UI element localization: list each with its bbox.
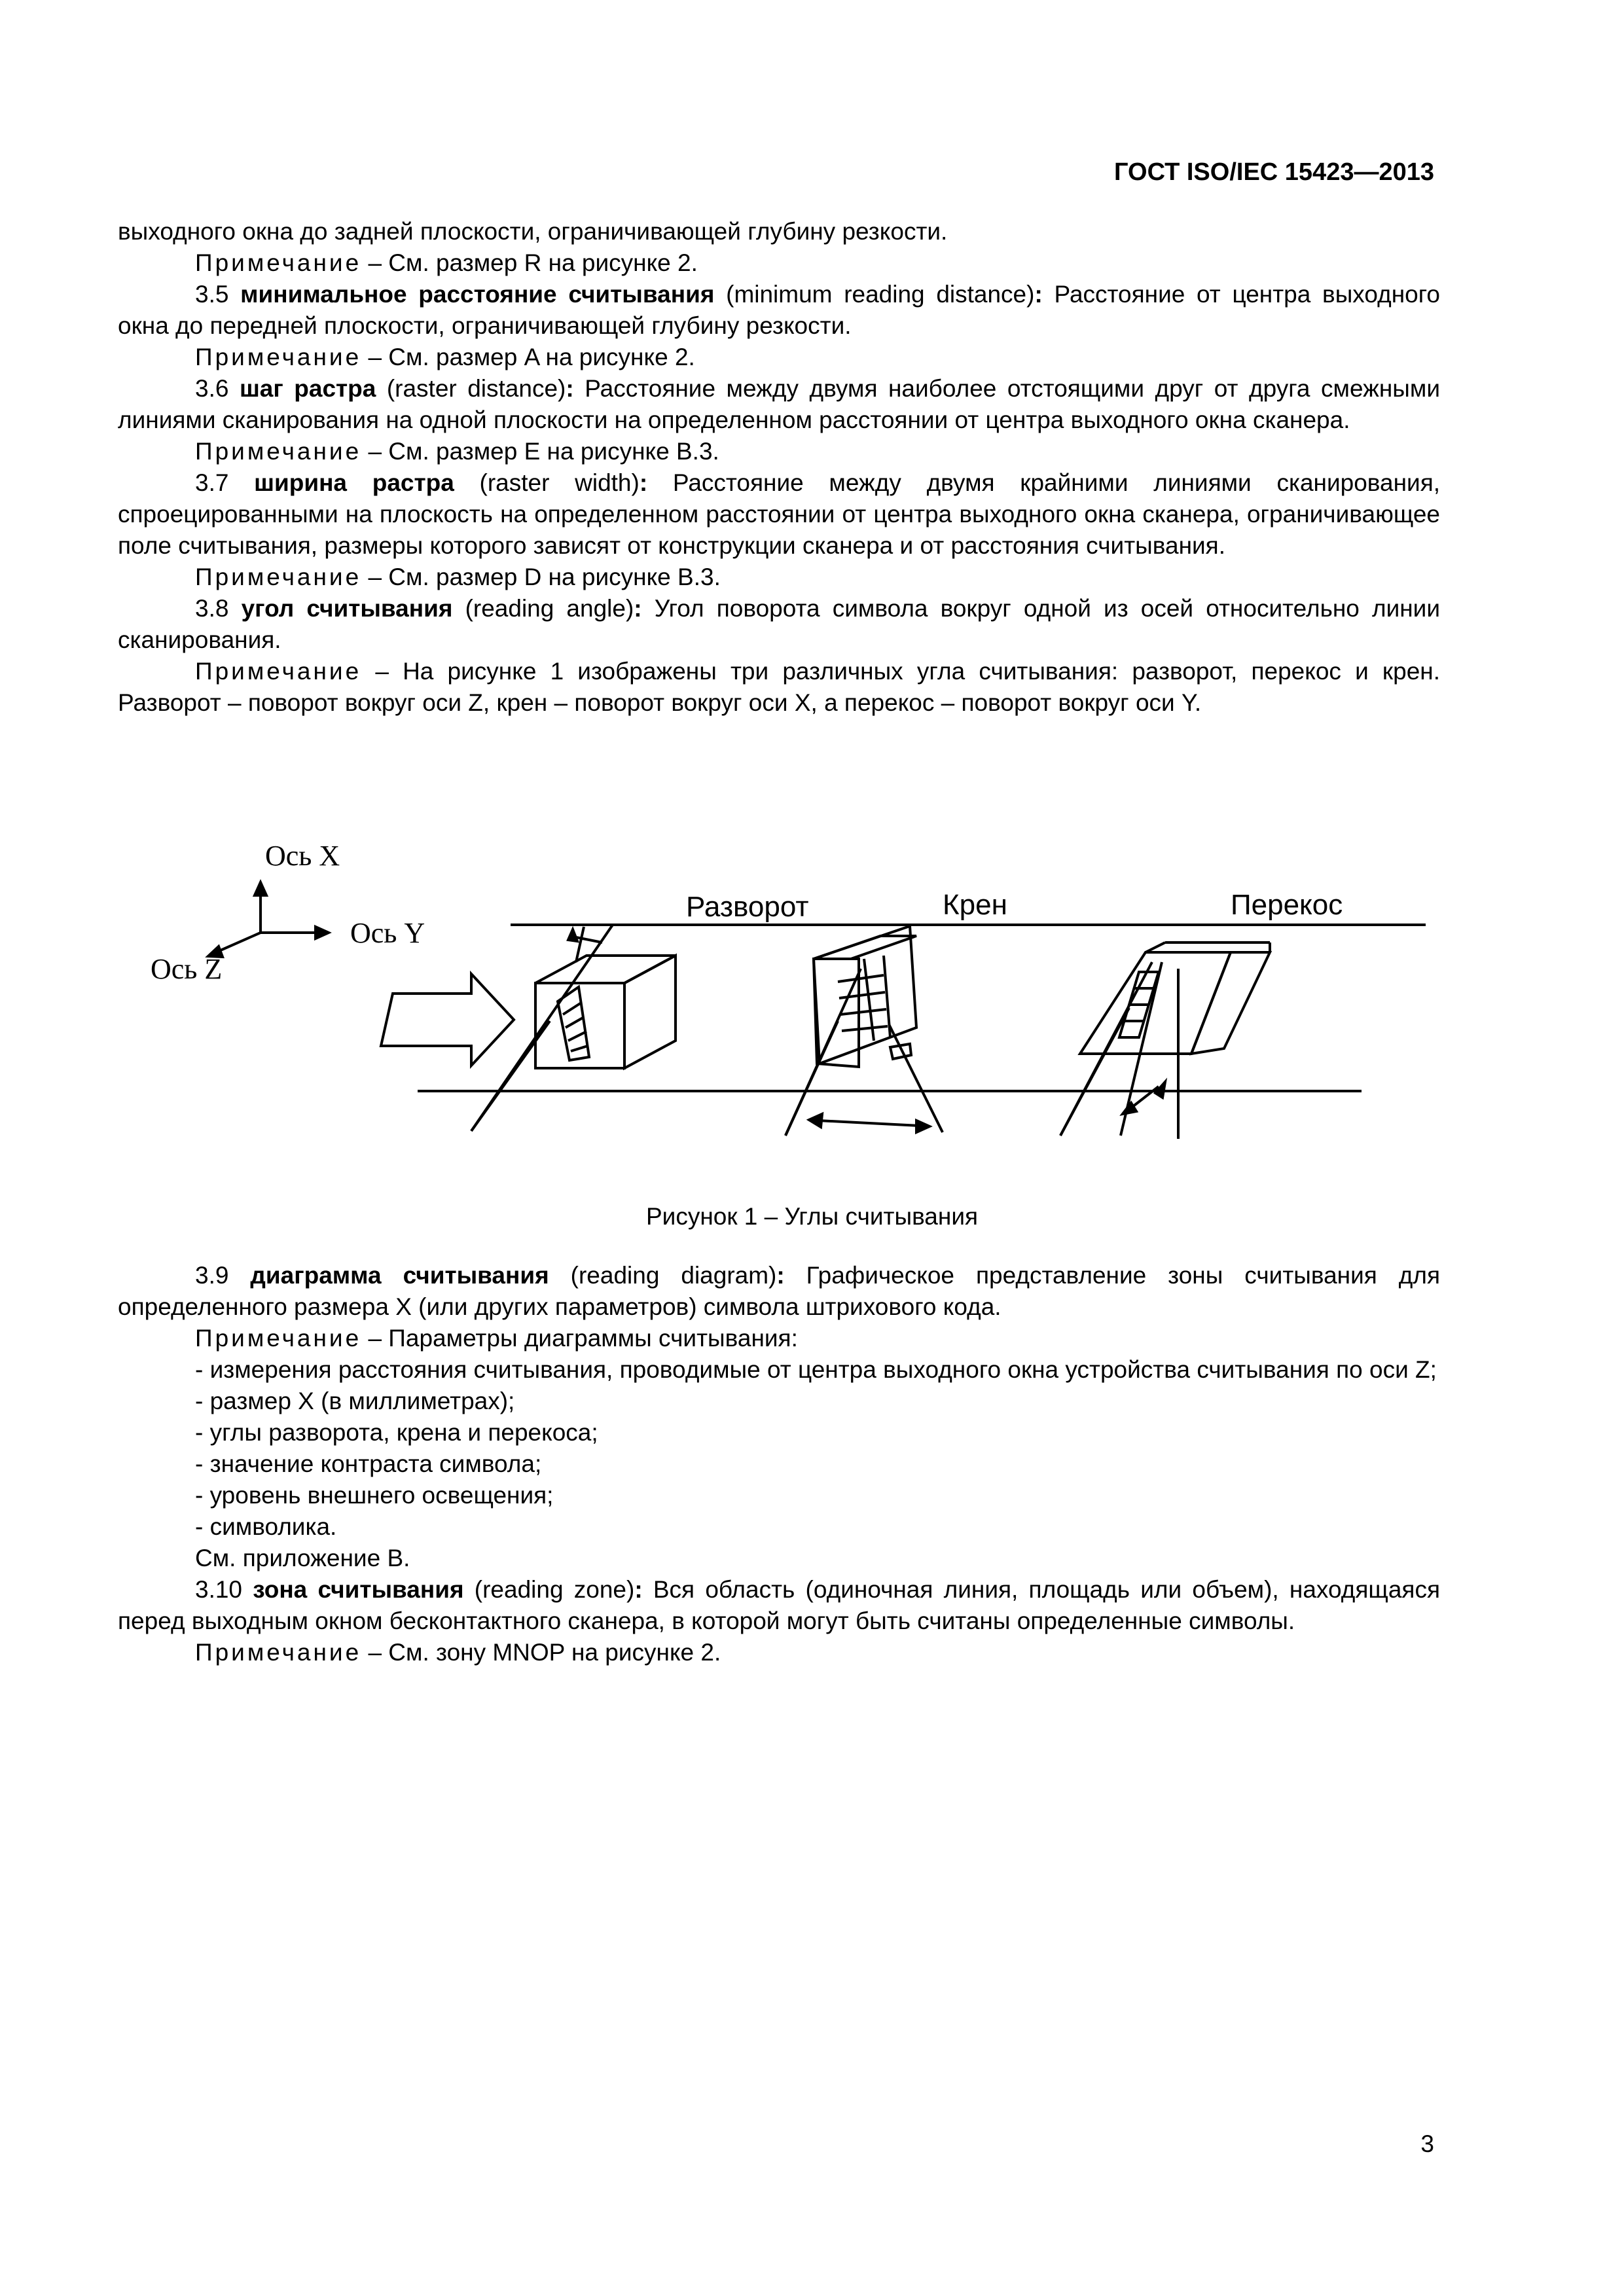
term-3-8 (118, 593, 1440, 656)
axis-y-label: Ось Y (350, 917, 425, 949)
term-colon: : (566, 375, 574, 402)
page-header: ГОСТ ISO/IEC 15423—2013 (1114, 158, 1434, 186)
list-item: - значение контраста символа; (195, 1450, 542, 1477)
note-label: Примечание (195, 1639, 362, 1666)
term-english: (minimum reading distance) (714, 281, 1035, 308)
box2-width-arrow (818, 1121, 920, 1126)
symbol-bar (571, 1046, 588, 1051)
term-colon: : (634, 1576, 643, 1603)
axis-x-label: Ось X (265, 840, 340, 872)
term-definition: Вся область (одиночная линия, площадь или объем), находящаяся перед выходным окном бесконтактного сканера, в которой могут быть считаны определенные символы. (118, 1576, 1440, 1634)
box1-side (624, 956, 676, 1068)
figure-reading-angles (118, 812, 1492, 1217)
term-number: 3.7 (195, 469, 255, 496)
term-english: (raster distance) (376, 375, 566, 402)
term-3-5 (118, 279, 1440, 342)
note-label: Примечание (195, 658, 362, 685)
angle-arrowhead (568, 929, 577, 941)
note (118, 1637, 1440, 1668)
term-number: 3.8 (195, 595, 242, 622)
term-definition: Расстояние между двумя наиболее отстоящими друг от друга смежными линиями сканирования на одной плоскости на определенном расстоянии от центра выходного окна сканера. (118, 375, 1440, 433)
term-definition: Графическое представление зоны считывания для определенного размера X (или других параметров) символа штрихового кода. (118, 1262, 1440, 1320)
symbol-bar (840, 1009, 886, 1014)
term-english: (reading diagram) (549, 1262, 777, 1289)
note (118, 562, 1440, 593)
term-name: угол считывания (241, 595, 453, 622)
axis-y-arrowhead (316, 927, 329, 939)
term-number: 3.9 (195, 1262, 251, 1289)
note-label: Примечание (195, 1325, 362, 1352)
term-number: 3.5 (195, 281, 241, 308)
term-name: минимальное расстояние считывания (240, 281, 715, 308)
note-text: – Параметры диаграммы считывания: (361, 1325, 798, 1352)
term-3-9 (118, 1260, 1440, 1323)
axis-z-label: Ось Z (151, 953, 223, 985)
term-name: ширина растра (254, 469, 454, 496)
note-text: – См. размер R на рисунке 2. (361, 249, 698, 276)
see-appendix: См. приложение B. (195, 1545, 410, 1571)
note (118, 436, 1440, 467)
term-colon: : (634, 595, 642, 622)
term-name: шаг растра (239, 375, 376, 402)
term-definition: Угол поворота символа вокруг одной из осей относительно линии сканирования. (118, 595, 1441, 653)
paragraph-text: выходного окна до задней плоскости, ограничивающей глубину резкости. (118, 218, 948, 245)
term-number: 3.6 (195, 375, 240, 402)
note-text: – На рисунке 1 изображены три различных угла считывания: разворот, перекос и крен. Разворот – поворот вокруг оси Z, крен – поворот вокруг оси X, а перекос – поворот вокруг оси Y. (118, 658, 1440, 716)
term-3-7 (118, 467, 1440, 562)
box2-top (814, 936, 916, 959)
term-english: (reading angle) (452, 595, 634, 622)
note-label: Примечание (195, 344, 362, 370)
note (118, 1323, 1440, 1354)
note-label: Примечание (195, 249, 362, 276)
note (118, 247, 1440, 279)
box2-scan-ray-3 (889, 1024, 943, 1132)
box3-scan-ray-2 (1060, 1008, 1129, 1136)
list-item: - размер X (в миллиметрах); (195, 1388, 515, 1414)
label-perekos: Перекос (1231, 889, 1343, 921)
term-number: 3.10 (195, 1576, 253, 1603)
term-definition: Расстояние от центра выходного окна до передней плоскости, ограничивающей глубину резкости. (118, 281, 1441, 339)
note-label: Примечание (195, 564, 362, 590)
axis-x-arrowhead (255, 882, 266, 895)
term-definition: Расстояние между двумя крайними линиями сканирования, спроецированными на плоскость на определенном расстоянии от центра выходного окна сканера, ограничивающее поле считывания, размеры которого зависят от конструкции сканера и от расстояния считывания. (118, 469, 1441, 559)
note (118, 342, 1440, 373)
figure-caption: Рисунок 1 – Углы считывания (645, 1203, 979, 1230)
label-kren: Крен (943, 889, 1007, 921)
list-item: - символика. (195, 1513, 337, 1540)
term-colon: : (776, 1262, 785, 1289)
scanner-arrow-icon (381, 974, 514, 1066)
note-text: – См. размер D на рисунке B.3. (361, 564, 721, 590)
width-arrowhead (916, 1121, 929, 1132)
note-text: – См. размер E на рисунке B.3. (361, 438, 719, 465)
figure-drawing (118, 812, 1492, 1217)
symbol-bar (568, 1031, 586, 1041)
box3-side (1191, 952, 1270, 1054)
symbol-bar (842, 1026, 888, 1031)
term-english: (reading zone) (463, 1576, 635, 1603)
symbol-bar (839, 992, 885, 998)
page-number: 3 (1420, 2130, 1434, 2157)
width-arrowhead (809, 1114, 822, 1127)
box1-top (535, 956, 676, 983)
note (118, 656, 1440, 719)
term-name: зона считывания (253, 1576, 464, 1603)
term-3-6 (118, 373, 1440, 436)
box3-top-edge (1146, 942, 1165, 952)
list-item: - измерения расстояния считывания, проводимые от центра выходного окна устройства считывания по оси Z; (195, 1356, 1437, 1383)
label-razvorot: Разворот (686, 891, 809, 923)
angle-arrowhead (1155, 1082, 1165, 1098)
term-colon: : (639, 469, 648, 496)
symbol-bar (563, 1003, 581, 1014)
box1-scan-ray-2 (471, 1021, 550, 1131)
box3-symbol-plane (1080, 952, 1231, 1054)
symbol-bar (566, 1017, 584, 1028)
term-name: диаграмма считывания (250, 1262, 549, 1289)
note-text: – См. зону MNOP на рисунке 2. (361, 1639, 721, 1666)
note-text: – См. размер A на рисунке 2. (361, 344, 695, 370)
paragraph (118, 216, 1440, 247)
note-label: Примечание (195, 438, 362, 465)
term-3-10 (118, 1574, 1440, 1637)
body-text-top (118, 216, 1440, 719)
body-text-bottom (118, 1260, 1440, 1668)
list-item: - уровень внешнего освещения; (195, 1482, 554, 1509)
axis-z-arrow (216, 933, 261, 952)
term-colon: : (1034, 281, 1043, 308)
symbol-bar (838, 975, 884, 982)
term-english: (raster width) (454, 469, 640, 496)
list-item: - углы разворота, крена и перекоса; (195, 1419, 598, 1446)
